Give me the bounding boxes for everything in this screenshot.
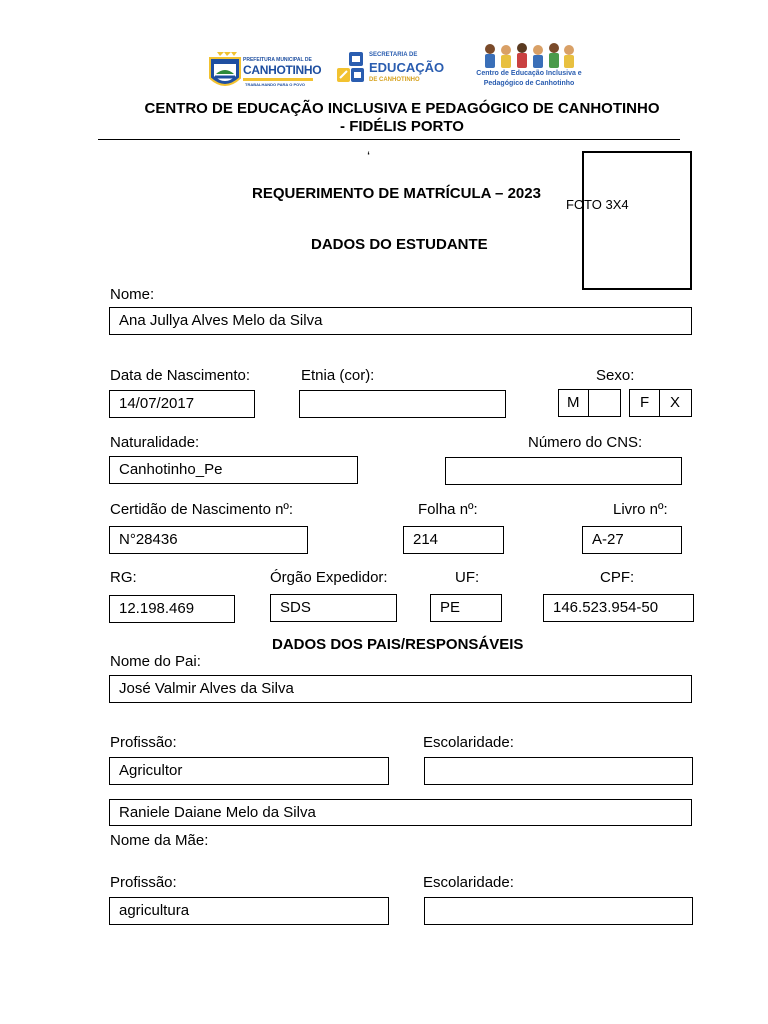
secretaria-line1: SECRETARIA DE [369,52,418,58]
etnia-label: Etnia (cor): [301,367,375,384]
form-title: REQUERIMENTO DE MATRÍCULA – 2023 [252,185,541,202]
centro-line2: Pedagógico de Canhotinho [483,80,575,87]
pai-escolaridade-field[interactable] [424,757,693,785]
cpf-label: CPF: [600,569,635,586]
student-section-title: DADOS DO ESTUDANTE [311,236,488,253]
pai-profissao-label: Profissão: [110,734,177,751]
parents-section-title: DADOS DOS PAIS/RESPONSÁVEIS [272,636,524,653]
prefeitura-line2: CANHOTINHO [243,63,322,77]
mae-label: Nome da Mãe: [110,832,209,849]
school-name-line2: - FIDÉLIS PORTO [340,118,464,135]
livro-label: Livro nº: [613,501,668,518]
pai-field[interactable]: José Valmir Alves da Silva [109,675,692,703]
folha-field[interactable]: 214 [403,526,504,554]
pai-escolaridade-label: Escolaridade: [423,734,514,751]
naturalidade-label: Naturalidade: [110,434,200,451]
sexo-f-label-box: F [629,389,660,417]
nascimento-label: Data de Nascimento: [110,367,251,384]
mae-escolaridade-label: Escolaridade: [423,874,514,891]
school-name-line1: CENTRO DE EDUCAÇÃO INCLUSIVA E PEDAGÓGICO DE CANHOTINHO [144,100,660,117]
prefeitura-line1: PREFEITURA MUNICIPAL DE [243,57,312,63]
education-books-icon [336,50,366,88]
secretaria-line3: DE CANHOTINHO [369,77,420,83]
pai-profissao-field[interactable]: Agricultor [109,757,389,785]
orgao-field[interactable]: SDS [270,594,397,622]
centro-logo [466,42,592,92]
sexo-m-label-box: M [558,389,589,417]
prefeitura-logo [207,48,322,94]
pai-label: Nome do Pai: [110,653,201,670]
nome-field[interactable]: Ana Jullya Alves Melo da Silva [109,307,692,335]
children-group-icon [480,42,578,70]
uf-label: UF: [455,569,480,586]
orgao-label: Órgão Expedidor: [270,569,388,586]
sexo-m-checkbox[interactable] [588,389,621,417]
certidao-field[interactable]: N°28436 [109,526,308,554]
certidao-label: Certidão de Nascimento nº: [110,501,294,518]
mae-field[interactable]: Raniele Daiane Melo da Silva [109,799,692,826]
sexo-f-checkbox[interactable]: X [659,389,692,417]
prefeitura-stripe [243,78,313,81]
nome-label: Nome: [110,286,155,303]
mae-profissao-label: Profissão: [110,874,177,891]
naturalidade-field[interactable]: Canhotinho_Pe [109,456,358,484]
centro-line1: Centro de Educação Inclusiva e [476,70,582,77]
secretaria-logo [336,50,444,92]
uf-field[interactable]: PE [430,594,502,622]
nascimento-field[interactable]: 14/07/2017 [109,390,255,418]
prefeitura-line3: TRABALHANDO PARA O POVO [245,82,305,87]
stray-mark: ‘ [367,148,371,164]
secretaria-line2: EDUCAÇÃO [369,60,445,75]
etnia-field[interactable] [299,390,506,418]
mae-escolaridade-field[interactable] [424,897,693,925]
cpf-field[interactable]: 146.523.954-50 [543,594,694,622]
cns-field[interactable] [445,457,682,485]
mae-profissao-field[interactable]: agricultura [109,897,389,925]
photo-label: FOTO 3X4 [566,197,629,212]
header-divider [98,139,680,140]
rg-field[interactable]: 12.198.469 [109,595,235,623]
livro-field[interactable]: A-27 [582,526,682,554]
folha-label: Folha nº: [418,501,478,518]
rg-label: RG: [110,569,137,586]
sexo-label: Sexo: [596,367,635,384]
photo-box [582,151,692,290]
cns-label: Número do CNS: [528,434,643,451]
